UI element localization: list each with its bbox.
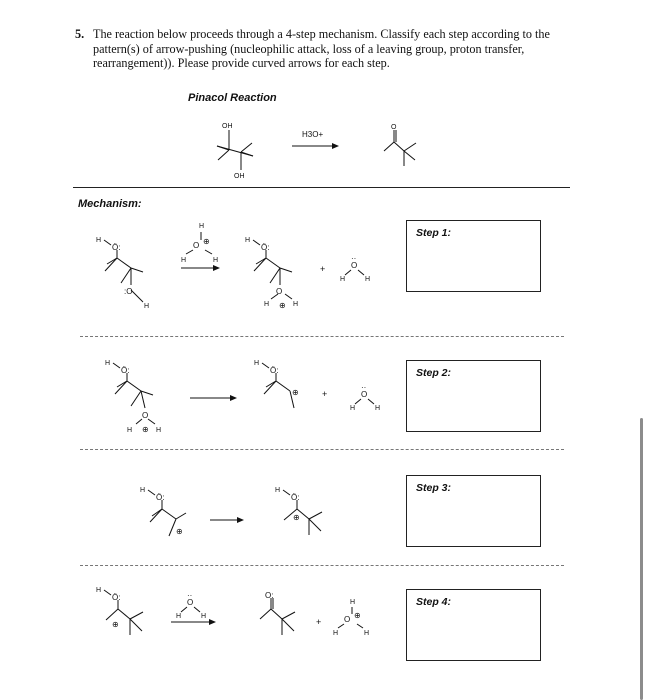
step-2-product xyxy=(254,360,299,408)
step-1-reactant xyxy=(96,237,149,310)
atom-h: H xyxy=(350,405,356,412)
oxygen-lone-pair: Ö: xyxy=(112,243,121,252)
positive-charge: ⊕ xyxy=(279,301,286,310)
reagent-label: H3O+ xyxy=(302,130,324,139)
oxygen-lone-pair: Ö: xyxy=(112,593,121,602)
step-2-label: Step 2: xyxy=(416,367,452,379)
oxygen-lone-pair: Ö: xyxy=(121,366,130,375)
oxygen: O xyxy=(351,261,358,270)
atom-h: H xyxy=(364,630,370,637)
atom-h: H xyxy=(365,276,371,283)
positive-charge: ⊕ xyxy=(142,425,149,434)
oxygen: O xyxy=(276,287,283,296)
question-number: 5. xyxy=(75,27,85,41)
step-2-reactant xyxy=(105,360,161,434)
atom-h: H xyxy=(340,276,346,283)
water-byproduct-1 xyxy=(340,254,370,283)
oxygen-top: O: xyxy=(265,591,274,600)
atom-h: H xyxy=(140,487,146,494)
atom-h: H xyxy=(96,237,102,244)
step-3-reactant xyxy=(140,487,186,536)
atom-h: H xyxy=(213,257,219,264)
plus-sign: + xyxy=(316,617,322,627)
atom-h: H xyxy=(254,360,260,367)
lone-pair: ·· xyxy=(361,383,367,392)
atom-h: H xyxy=(144,303,150,310)
oxygen: O xyxy=(193,241,200,250)
reaction-title: Pinacol Reaction xyxy=(188,92,277,104)
positive-charge: ⊕ xyxy=(112,620,119,629)
step-4-label: Step 4: xyxy=(416,596,452,608)
oxygen-lone-pair: Ö: xyxy=(270,366,279,375)
atom-h: H xyxy=(176,613,182,620)
lone-pair: ·· xyxy=(351,254,357,263)
water-reagent-4 xyxy=(176,591,206,620)
atom-h: H xyxy=(96,587,102,594)
reactant-oh-bottom: OH xyxy=(234,173,245,180)
oxygen-lone-pair: Ö: xyxy=(261,243,270,252)
scrollbar[interactable] xyxy=(640,418,643,700)
hydronium-byproduct-4 xyxy=(333,599,369,637)
atom-h: H xyxy=(105,360,111,367)
step-3-product xyxy=(275,487,322,535)
oxygen: O xyxy=(344,615,351,624)
plus-sign: + xyxy=(320,264,326,274)
atom-h: H xyxy=(375,405,381,412)
oxygen-side: :O xyxy=(124,287,133,296)
atom-h: H xyxy=(333,630,339,637)
hydronium-reagent-1 xyxy=(181,223,218,264)
carbocation: ⊕ xyxy=(292,388,299,397)
carbocation: ⊕ xyxy=(176,527,183,536)
mechanism-label: Mechanism: xyxy=(78,198,142,210)
atom-h: H xyxy=(350,599,356,606)
water-byproduct-2 xyxy=(350,383,380,412)
atom-h: H xyxy=(199,223,205,230)
step-4-reactant xyxy=(96,587,143,635)
step-1-product xyxy=(245,237,298,310)
lone-pair: ·· xyxy=(187,591,193,600)
oxygen: O xyxy=(187,598,194,607)
oxygen: O xyxy=(142,411,149,420)
positive-charge: ⊕ xyxy=(293,513,300,522)
atom-h: H xyxy=(201,613,207,620)
question-text: The reaction below proceeds through a 4-step mechanism. Classify each step according to the pattern(s) of arrow-pushing (nucleophilic attack, loss of a leaving group, proton transfer, rearrangement)). Please provide curved arrows for each step. xyxy=(93,27,550,71)
atom-h: H xyxy=(293,301,299,308)
pinacol-reactant xyxy=(217,123,253,180)
oxygen-lone-pair: Ö: xyxy=(291,493,300,502)
step-1-label: Step 1: xyxy=(416,227,452,239)
plus-sign: + xyxy=(322,389,328,399)
atom-h: H xyxy=(264,301,270,308)
pinacolone-product xyxy=(384,124,416,166)
step-4-product xyxy=(260,591,295,635)
positive-charge: ⊕ xyxy=(354,611,361,620)
reactant-oh-top: OH xyxy=(222,123,233,130)
oxygen: O xyxy=(361,390,368,399)
atom-h: H xyxy=(245,237,251,244)
step-3-label: Step 3: xyxy=(416,482,452,494)
product-oxygen: O xyxy=(391,124,397,131)
atom-h: H xyxy=(181,257,187,264)
atom-h: H xyxy=(127,427,133,434)
oxygen-lone-pair: Ö: xyxy=(156,493,165,502)
positive-charge: ⊕ xyxy=(203,237,210,246)
atom-h: H xyxy=(275,487,281,494)
atom-h: H xyxy=(156,427,162,434)
